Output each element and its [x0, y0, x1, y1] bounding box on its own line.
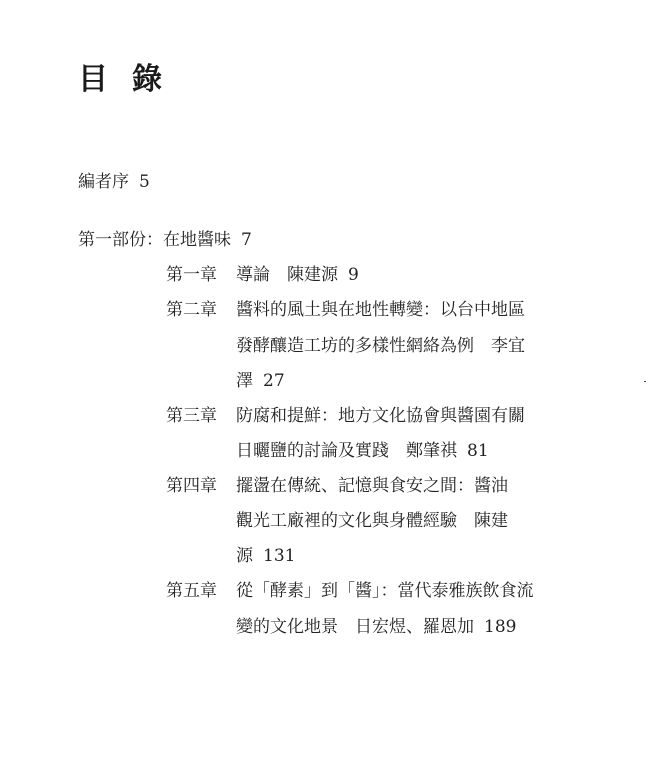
chapter-label: 第一章 [166, 265, 217, 285]
chapter-page: 27 [263, 371, 285, 391]
title-char-1: 目 [78, 62, 108, 97]
chapter-page: 131 [263, 546, 296, 566]
chapter-title-line: 擺盪在傳統、記憶與食安之間：醬油 [236, 476, 508, 496]
chapter-label: 第三章 [166, 406, 217, 426]
chapter-title-line: 澤 27 [236, 371, 285, 391]
part-label: 第一部份：在地醬味 [78, 230, 231, 250]
chapter-title-line: 源 131 [236, 546, 296, 566]
chapter-label: 第四章 [166, 476, 217, 496]
chapter-title-line: 醬料的風土與在地性轉變：以台中地區 [236, 300, 525, 320]
chapter-title-line: 從「酵素」到「醬」：當代泰雅族飲食流 [236, 581, 534, 601]
preface-label: 編者序 [78, 172, 129, 192]
chapter-title-line: 防腐和提鮮：地方文化協會與醬園有關 [236, 406, 525, 426]
chapter-page: 189 [484, 617, 517, 637]
chapter-page: 9 [348, 265, 359, 285]
chapter-label: 第二章 [166, 300, 217, 320]
chapter-title-line: 變的文化地景 日宏煜、羅恩加 189 [236, 617, 517, 637]
toc-entry-part-1[interactable] [78, 230, 252, 250]
preface-page: 5 [139, 172, 150, 192]
chapter-title-line: 導論 陳建源 9 [236, 265, 359, 285]
toc-entry-preface[interactable] [78, 172, 150, 192]
chapter-page: 81 [467, 441, 489, 461]
title-char-2: 錄 [132, 62, 162, 97]
chapter-title-line: 觀光工廠裡的文化與身體經驗 陳建 [236, 511, 508, 531]
page-title [78, 54, 162, 98]
part-page: 7 [241, 230, 252, 250]
chapter-label: 第五章 [166, 581, 217, 601]
chapter-title-line: 日曬鹽的討論及實踐 鄭肇祺 81 [236, 441, 489, 461]
chapter-title-line: 發酵釀造工坊的多樣性網絡為例 李宜 [236, 336, 525, 356]
